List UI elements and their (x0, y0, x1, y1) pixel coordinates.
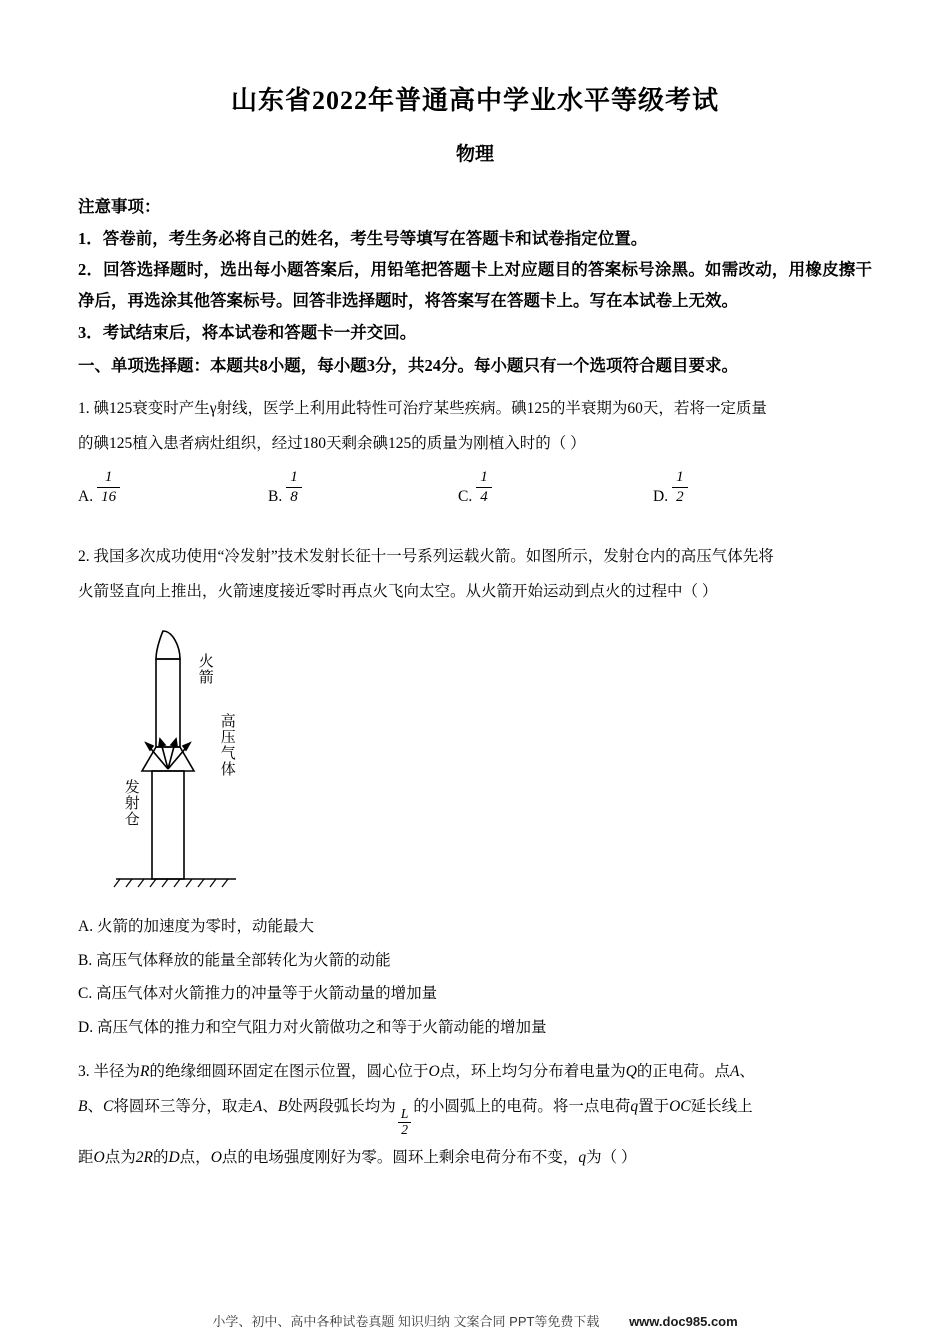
q3-t8: 、 (262, 1097, 278, 1115)
option-a-label: A. (78, 487, 94, 505)
q3-t3: 点，环上均匀分布着电量为 (439, 1062, 626, 1080)
figure-label-high-pressure-gas: 高压气体 (218, 712, 235, 777)
q3-var-O2: O (93, 1148, 105, 1166)
q3-var-q: q (630, 1097, 639, 1115)
rocket-diagram-svg (108, 621, 368, 901)
q3-t1: 半径为 (93, 1062, 141, 1080)
q3-t14: 点为 (104, 1148, 136, 1166)
q3-var-Q: Q (625, 1062, 637, 1080)
question-3-line-1 (78, 1056, 872, 1087)
notice-item-3: 3．考试结束后，将本试卷和答题卡一并交回。 (78, 322, 417, 342)
question-3-number: 3. (78, 1062, 90, 1080)
q3-t5: 、 (739, 1062, 755, 1080)
option-b-fraction: $\frac{1}{8}$ (286, 469, 302, 507)
notice-item-2: 2．回答选择题时，选出每小题答案后，用铅笔把答题卡上对应题目的答案标号涂黑。如需改动，用橡皮擦干净后，再选涂其他答案标号。回答非选择题时，将答案写在答题卡上。写在本试卷上无效。 (78, 259, 872, 311)
question-2-line-1 (78, 541, 872, 572)
figure-label-rocket: 火箭 (196, 652, 213, 685)
subject-title: 物理 (455, 144, 494, 165)
question-2-line-2: 火箭竖直向上推出，火箭速度接近零时再点火飞向太空。从火箭开始运动到点火的过程中（ ） (78, 582, 718, 600)
question-2-option-d[interactable]: D. 高压气体的推力和空气阻力对火箭做功之和等于火箭动能的增加量 (78, 1019, 547, 1037)
question-1-line-1 (78, 393, 872, 424)
q3-t9: 处两段弧长均为 (287, 1097, 396, 1115)
figure-label-launch-silo: 发射仓 (122, 778, 139, 827)
question-2-number: 2. (78, 547, 90, 565)
q3-t11: 置于 (638, 1097, 670, 1115)
q3-var-B1: B (78, 1097, 88, 1115)
option-a[interactable] (78, 469, 268, 507)
option-c-fraction: $\frac{1}{4}$ (476, 469, 492, 507)
q3-var-B2: B (277, 1097, 288, 1115)
option-d[interactable] (653, 469, 688, 507)
question-1-text-a: 碘125衰变时产生γ射线，医学上利用此特性可治疗某些疾病。碘125的半衰期为60天，若将一定质量 (93, 400, 767, 418)
q3-t4: 的正电荷。点 (636, 1062, 730, 1080)
q3-var-q2: q (578, 1148, 587, 1166)
q3-t13: 距 (78, 1148, 94, 1166)
question-2-option-a[interactable]: A. 火箭的加速度为零时，动能最大 (78, 917, 314, 935)
q3-var-A2: A (252, 1097, 263, 1115)
page-title: 山东省2022年普通高中学业水平等级考试 (230, 86, 719, 115)
q3-val-2R: 2R (135, 1148, 153, 1166)
q3-t17: 点的电场强度刚好为零。圆环上剩余电荷分布不变， (221, 1148, 579, 1166)
q3-var-OC: OC (669, 1097, 691, 1115)
option-b[interactable] (268, 469, 458, 507)
rocket-launch-diagram (108, 621, 368, 901)
q3-t18: 为（ ） (586, 1148, 637, 1166)
option-b-label: B. (268, 487, 283, 505)
option-d-label: D. (653, 487, 669, 505)
question-2-option-b[interactable]: B. 高压气体释放的能量全部转化为火箭的动能 (78, 951, 391, 969)
notice-item-1: 1．答卷前，考生务必将自己的姓名，考生号等填写在答题卡和试卷指定位置。 (78, 228, 648, 248)
option-c[interactable] (458, 469, 653, 507)
q3-t16: 点， (179, 1148, 211, 1166)
question-1-line-2: 的碘125植入患者病灶组织，经过180天剩余碘125的质量为刚植入时的（ ） (78, 435, 586, 453)
q3-var-A: A (729, 1062, 740, 1080)
q3-var-O: O (428, 1062, 440, 1080)
q3-var-D: D (168, 1148, 180, 1166)
question-3-line-3 (78, 1142, 872, 1173)
question-2-text-a: 我国多次成功使用“冷发射”技术发射长征十一号系列运载火箭。如图所示，发射仓内的高压气体先将 (93, 547, 774, 565)
q3-var-O3: O (210, 1148, 222, 1166)
footer-text: 小学、初中、高中各种试卷真题 知识归纳 文案合同 PPT等免费下载 (212, 1314, 600, 1329)
q3-t6: 、 (87, 1097, 103, 1115)
q3-t12: 延长线上 (690, 1097, 753, 1115)
question-1-options (78, 469, 872, 507)
q3-t7: 将圆环三等分，取走 (113, 1097, 253, 1115)
question-2-option-c[interactable]: C. 高压气体对火箭推力的冲量等于火箭动量的增加量 (78, 985, 438, 1003)
notice-heading: 注意事项： (78, 197, 161, 216)
q3-var-R: R (140, 1062, 150, 1080)
q3-t15: 的 (152, 1148, 169, 1166)
option-a-fraction: $\frac{1}{16}$ (97, 469, 120, 507)
page-footer (0, 1311, 950, 1330)
question-1-number: 1. (78, 400, 90, 418)
question-2-figure (78, 621, 872, 901)
option-c-label: C. (458, 487, 473, 505)
q3-t10: 的小圆弧上的电荷。将一点电荷 (413, 1097, 631, 1115)
q3-var-C: C (102, 1097, 114, 1115)
question-3-line-2 (78, 1091, 872, 1138)
footer-site[interactable]: www.doc985.com (629, 1314, 738, 1329)
option-d-fraction: $\frac{1}{2}$ (672, 469, 688, 507)
q3-t2: 的绝缘细圆环固定在图示位置，圆心位于 (149, 1062, 429, 1080)
section-heading: 一、单项选择题：本题共8小题，每小题3分，共24分。每小题只有一个选项符合题目要求。 (78, 355, 738, 375)
q3-fraction-L-2: $\frac{L}{2}$ (398, 1107, 412, 1138)
